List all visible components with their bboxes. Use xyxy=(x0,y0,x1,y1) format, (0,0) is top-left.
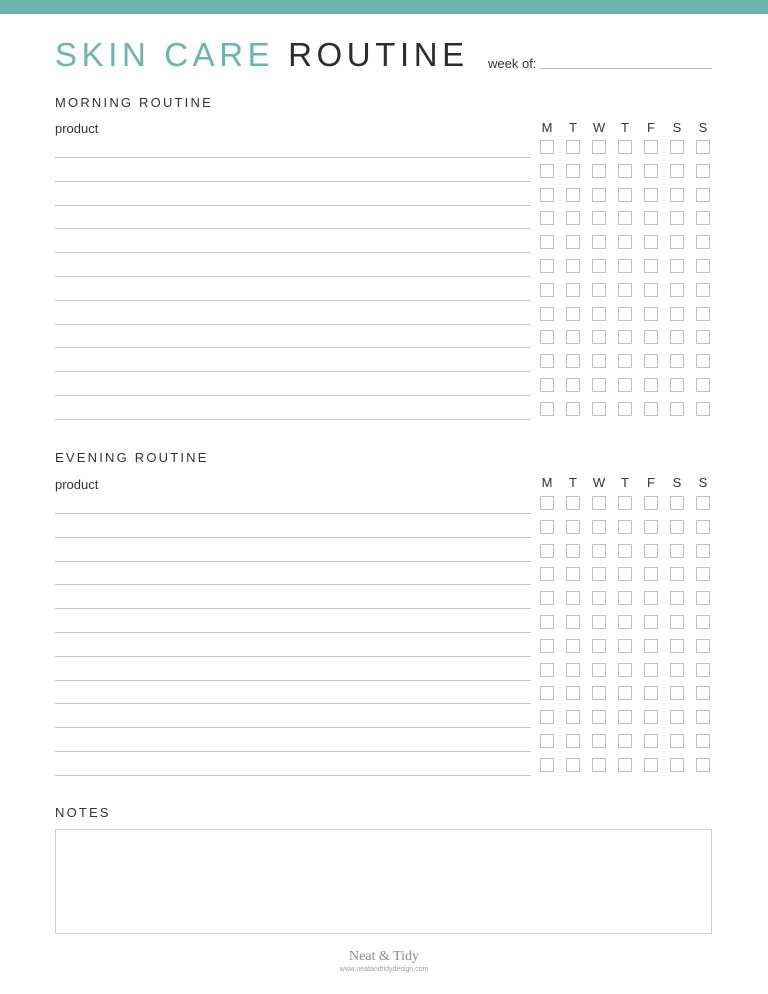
evening-day-header: T xyxy=(569,475,577,490)
week-of-field[interactable] xyxy=(540,68,712,69)
morning-checkbox[interactable] xyxy=(566,354,580,368)
evening-checkbox[interactable] xyxy=(566,734,580,748)
morning-checkbox[interactable] xyxy=(566,164,580,178)
evening-checkbox[interactable] xyxy=(644,758,658,772)
evening-checkbox[interactable] xyxy=(670,591,684,605)
morning-checkbox[interactable] xyxy=(566,307,580,321)
header-accent-bar xyxy=(0,0,768,14)
morning-day-header: S xyxy=(698,120,708,135)
title-accent-text: SKIN CARE xyxy=(55,36,275,73)
evening-checkbox[interactable] xyxy=(540,710,554,724)
evening-checkbox[interactable] xyxy=(566,710,580,724)
morning-checkbox[interactable] xyxy=(540,211,554,225)
evening-checkbox[interactable] xyxy=(670,639,684,653)
morning-checkbox[interactable] xyxy=(670,330,684,344)
evening-checkbox[interactable] xyxy=(592,734,606,748)
morning-product-line[interactable] xyxy=(55,205,531,206)
evening-checkbox[interactable] xyxy=(644,710,658,724)
morning-checkbox[interactable] xyxy=(592,330,606,344)
evening-day-header: M xyxy=(541,475,553,490)
morning-product-line[interactable] xyxy=(55,276,531,277)
morning-checkbox[interactable] xyxy=(566,211,580,225)
morning-checkbox[interactable] xyxy=(696,283,710,297)
evening-day-header: W xyxy=(592,475,606,490)
morning-checkbox[interactable] xyxy=(618,188,632,202)
morning-checkbox[interactable] xyxy=(696,188,710,202)
morning-checkbox[interactable] xyxy=(592,235,606,249)
morning-checkbox[interactable] xyxy=(644,307,658,321)
morning-checkbox[interactable] xyxy=(670,164,684,178)
morning-checkbox[interactable] xyxy=(644,164,658,178)
morning-day-header: W xyxy=(592,120,606,135)
morning-checkbox[interactable] xyxy=(618,211,632,225)
morning-day-header: T xyxy=(621,120,629,135)
evening-checkbox[interactable] xyxy=(696,663,710,677)
morning-checkbox[interactable] xyxy=(592,140,606,154)
evening-product-line[interactable] xyxy=(55,632,531,633)
morning-checkbox[interactable] xyxy=(566,259,580,273)
evening-checkbox[interactable] xyxy=(566,544,580,558)
morning-checkbox[interactable] xyxy=(618,354,632,368)
evening-checkbox[interactable] xyxy=(618,758,632,772)
morning-checkbox[interactable] xyxy=(618,307,632,321)
morning-checkbox[interactable] xyxy=(696,330,710,344)
evening-checkbox[interactable] xyxy=(592,663,606,677)
evening-checkbox[interactable] xyxy=(696,615,710,629)
evening-checkbox[interactable] xyxy=(644,615,658,629)
evening-checkbox[interactable] xyxy=(696,520,710,534)
morning-checkbox[interactable] xyxy=(618,140,632,154)
evening-checkbox[interactable] xyxy=(618,734,632,748)
morning-checkbox[interactable] xyxy=(618,259,632,273)
morning-section-title: MORNING ROUTINE xyxy=(55,95,213,110)
morning-checkbox[interactable] xyxy=(540,402,554,416)
evening-checkbox[interactable] xyxy=(670,758,684,772)
morning-product-line[interactable] xyxy=(55,419,531,420)
morning-checkbox[interactable] xyxy=(592,211,606,225)
evening-checkbox[interactable] xyxy=(644,591,658,605)
morning-checkbox[interactable] xyxy=(670,307,684,321)
morning-checkbox[interactable] xyxy=(592,307,606,321)
notes-area[interactable] xyxy=(55,829,712,934)
evening-checkbox[interactable] xyxy=(670,686,684,700)
evening-checkbox[interactable] xyxy=(540,520,554,534)
morning-checkbox[interactable] xyxy=(540,188,554,202)
morning-checkbox[interactable] xyxy=(566,402,580,416)
morning-checkbox[interactable] xyxy=(592,354,606,368)
evening-checkbox[interactable] xyxy=(618,710,632,724)
evening-checkbox[interactable] xyxy=(566,686,580,700)
evening-checkbox[interactable] xyxy=(644,734,658,748)
brand-logo: Neat & Tidy xyxy=(348,949,419,964)
evening-checkbox[interactable] xyxy=(592,567,606,581)
brand-url: www.neatandtidydesign.com xyxy=(339,966,429,973)
morning-product-line[interactable] xyxy=(55,300,531,301)
evening-checkbox[interactable] xyxy=(618,567,632,581)
title-main-text: ROUTINE xyxy=(288,36,469,73)
page-title xyxy=(55,36,469,74)
morning-checkbox[interactable] xyxy=(618,283,632,297)
evening-checkbox[interactable] xyxy=(540,686,554,700)
morning-product-line[interactable] xyxy=(55,324,531,325)
evening-product-line[interactable] xyxy=(55,703,531,704)
morning-checkbox[interactable] xyxy=(670,235,684,249)
evening-checkbox[interactable] xyxy=(540,663,554,677)
morning-product-line[interactable] xyxy=(55,347,531,348)
morning-checkbox[interactable] xyxy=(644,140,658,154)
evening-checkbox[interactable] xyxy=(592,639,606,653)
evening-product-line[interactable] xyxy=(55,561,531,562)
evening-checkbox[interactable] xyxy=(566,615,580,629)
week-of-label: week of: xyxy=(488,56,537,71)
morning-product-line[interactable] xyxy=(55,181,531,182)
evening-checkbox[interactable] xyxy=(566,496,580,510)
evening-checkbox[interactable] xyxy=(618,520,632,534)
morning-checkbox[interactable] xyxy=(696,211,710,225)
morning-checkbox[interactable] xyxy=(670,378,684,392)
evening-checkbox[interactable] xyxy=(540,496,554,510)
evening-checkbox[interactable] xyxy=(566,520,580,534)
morning-checkbox[interactable] xyxy=(592,283,606,297)
evening-checkbox[interactable] xyxy=(566,663,580,677)
morning-checkbox[interactable] xyxy=(592,378,606,392)
evening-product-label: product xyxy=(55,477,99,492)
evening-checkbox[interactable] xyxy=(540,758,554,772)
morning-checkbox[interactable] xyxy=(644,259,658,273)
evening-checkbox[interactable] xyxy=(540,734,554,748)
evening-checkbox[interactable] xyxy=(696,758,710,772)
evening-checkbox[interactable] xyxy=(566,758,580,772)
evening-checkbox[interactable] xyxy=(540,544,554,558)
morning-product-label: product xyxy=(55,121,99,136)
evening-checkbox[interactable] xyxy=(592,686,606,700)
evening-checkbox[interactable] xyxy=(592,591,606,605)
evening-checkbox[interactable] xyxy=(670,520,684,534)
evening-checkbox[interactable] xyxy=(618,496,632,510)
evening-checkbox[interactable] xyxy=(644,663,658,677)
evening-checkbox[interactable] xyxy=(618,615,632,629)
evening-checkbox[interactable] xyxy=(670,615,684,629)
evening-product-line[interactable] xyxy=(55,680,531,681)
evening-checkbox[interactable] xyxy=(540,567,554,581)
morning-checkbox[interactable] xyxy=(618,330,632,344)
evening-checkbox[interactable] xyxy=(618,686,632,700)
morning-checkbox[interactable] xyxy=(618,235,632,249)
evening-checkbox[interactable] xyxy=(644,544,658,558)
evening-checkbox[interactable] xyxy=(618,544,632,558)
morning-checkbox[interactable] xyxy=(644,402,658,416)
morning-checkbox[interactable] xyxy=(696,140,710,154)
morning-checkbox[interactable] xyxy=(644,330,658,344)
evening-checkbox[interactable] xyxy=(566,639,580,653)
evening-checkbox[interactable] xyxy=(670,663,684,677)
morning-checkbox[interactable] xyxy=(670,283,684,297)
morning-checkbox[interactable] xyxy=(540,354,554,368)
morning-day-header: F xyxy=(647,120,655,135)
evening-checkbox[interactable] xyxy=(592,520,606,534)
evening-checkbox[interactable] xyxy=(592,544,606,558)
evening-checkbox[interactable] xyxy=(618,663,632,677)
evening-product-line[interactable] xyxy=(55,751,531,752)
morning-checkbox[interactable] xyxy=(566,140,580,154)
morning-checkbox[interactable] xyxy=(644,188,658,202)
morning-checkbox[interactable] xyxy=(566,188,580,202)
evening-checkbox[interactable] xyxy=(540,615,554,629)
morning-checkbox[interactable] xyxy=(592,259,606,273)
morning-checkbox[interactable] xyxy=(696,402,710,416)
morning-checkbox[interactable] xyxy=(540,283,554,297)
morning-product-line[interactable] xyxy=(55,395,531,396)
evening-checkbox[interactable] xyxy=(644,639,658,653)
evening-checkbox[interactable] xyxy=(696,734,710,748)
morning-day-header: M xyxy=(541,120,553,135)
evening-checkbox[interactable] xyxy=(696,710,710,724)
evening-checkbox[interactable] xyxy=(592,758,606,772)
morning-checkbox[interactable] xyxy=(540,259,554,273)
evening-checkbox[interactable] xyxy=(592,710,606,724)
morning-checkbox[interactable] xyxy=(696,259,710,273)
morning-checkbox[interactable] xyxy=(644,283,658,297)
morning-checkbox[interactable] xyxy=(644,211,658,225)
morning-checkbox[interactable] xyxy=(540,307,554,321)
morning-product-line[interactable] xyxy=(55,371,531,372)
morning-checkbox[interactable] xyxy=(566,235,580,249)
evening-product-line[interactable] xyxy=(55,513,531,514)
evening-day-header: S xyxy=(698,475,708,490)
notes-section-title: NOTES xyxy=(55,805,111,820)
morning-checkbox[interactable] xyxy=(540,235,554,249)
evening-checkbox[interactable] xyxy=(670,567,684,581)
morning-checkbox[interactable] xyxy=(618,378,632,392)
morning-checkbox[interactable] xyxy=(618,164,632,178)
morning-checkbox[interactable] xyxy=(696,307,710,321)
evening-product-line[interactable] xyxy=(55,775,531,776)
morning-checkbox[interactable] xyxy=(670,402,684,416)
morning-checkbox[interactable] xyxy=(566,378,580,392)
evening-checkbox[interactable] xyxy=(696,496,710,510)
evening-checkbox[interactable] xyxy=(696,591,710,605)
morning-checkbox[interactable] xyxy=(566,330,580,344)
evening-checkbox[interactable] xyxy=(644,567,658,581)
evening-checkbox[interactable] xyxy=(670,544,684,558)
morning-checkbox[interactable] xyxy=(540,140,554,154)
evening-checkbox[interactable] xyxy=(644,686,658,700)
evening-checkbox[interactable] xyxy=(644,520,658,534)
morning-checkbox[interactable] xyxy=(618,402,632,416)
morning-checkbox[interactable] xyxy=(696,378,710,392)
evening-checkbox[interactable] xyxy=(592,615,606,629)
morning-checkbox[interactable] xyxy=(670,211,684,225)
evening-day-header: S xyxy=(672,475,682,490)
morning-checkbox[interactable] xyxy=(540,330,554,344)
morning-checkbox[interactable] xyxy=(696,235,710,249)
morning-checkbox[interactable] xyxy=(696,354,710,368)
morning-checkbox[interactable] xyxy=(670,188,684,202)
morning-checkbox[interactable] xyxy=(592,164,606,178)
evening-product-line[interactable] xyxy=(55,656,531,657)
evening-product-line[interactable] xyxy=(55,727,531,728)
evening-product-line[interactable] xyxy=(55,584,531,585)
evening-checkbox[interactable] xyxy=(696,567,710,581)
evening-checkbox[interactable] xyxy=(618,591,632,605)
morning-checkbox[interactable] xyxy=(592,402,606,416)
morning-checkbox[interactable] xyxy=(670,140,684,154)
morning-day-header: S xyxy=(672,120,682,135)
evening-checkbox[interactable] xyxy=(670,734,684,748)
evening-section-title: EVENING ROUTINE xyxy=(55,450,209,465)
evening-checkbox[interactable] xyxy=(618,639,632,653)
morning-checkbox[interactable] xyxy=(644,235,658,249)
evening-checkbox[interactable] xyxy=(696,639,710,653)
morning-checkbox[interactable] xyxy=(670,259,684,273)
evening-checkbox[interactable] xyxy=(540,591,554,605)
evening-checkbox[interactable] xyxy=(592,496,606,510)
morning-day-header: T xyxy=(569,120,577,135)
morning-product-line[interactable] xyxy=(55,252,531,253)
evening-product-line[interactable] xyxy=(55,537,531,538)
evening-checkbox[interactable] xyxy=(696,686,710,700)
evening-checkbox[interactable] xyxy=(566,567,580,581)
evening-checkbox[interactable] xyxy=(540,639,554,653)
morning-checkbox[interactable] xyxy=(644,378,658,392)
morning-checkbox[interactable] xyxy=(696,164,710,178)
morning-checkbox[interactable] xyxy=(592,188,606,202)
evening-checkbox[interactable] xyxy=(670,710,684,724)
evening-checkbox[interactable] xyxy=(696,544,710,558)
evening-checkbox[interactable] xyxy=(670,496,684,510)
evening-checkbox[interactable] xyxy=(644,496,658,510)
morning-checkbox[interactable] xyxy=(670,354,684,368)
morning-checkbox[interactable] xyxy=(566,283,580,297)
morning-checkbox[interactable] xyxy=(540,378,554,392)
evening-day-header: F xyxy=(647,475,655,490)
evening-product-line[interactable] xyxy=(55,608,531,609)
morning-product-line[interactable] xyxy=(55,228,531,229)
morning-product-line[interactable] xyxy=(55,157,531,158)
morning-checkbox[interactable] xyxy=(644,354,658,368)
evening-day-header: T xyxy=(621,475,629,490)
evening-checkbox[interactable] xyxy=(566,591,580,605)
morning-checkbox[interactable] xyxy=(540,164,554,178)
